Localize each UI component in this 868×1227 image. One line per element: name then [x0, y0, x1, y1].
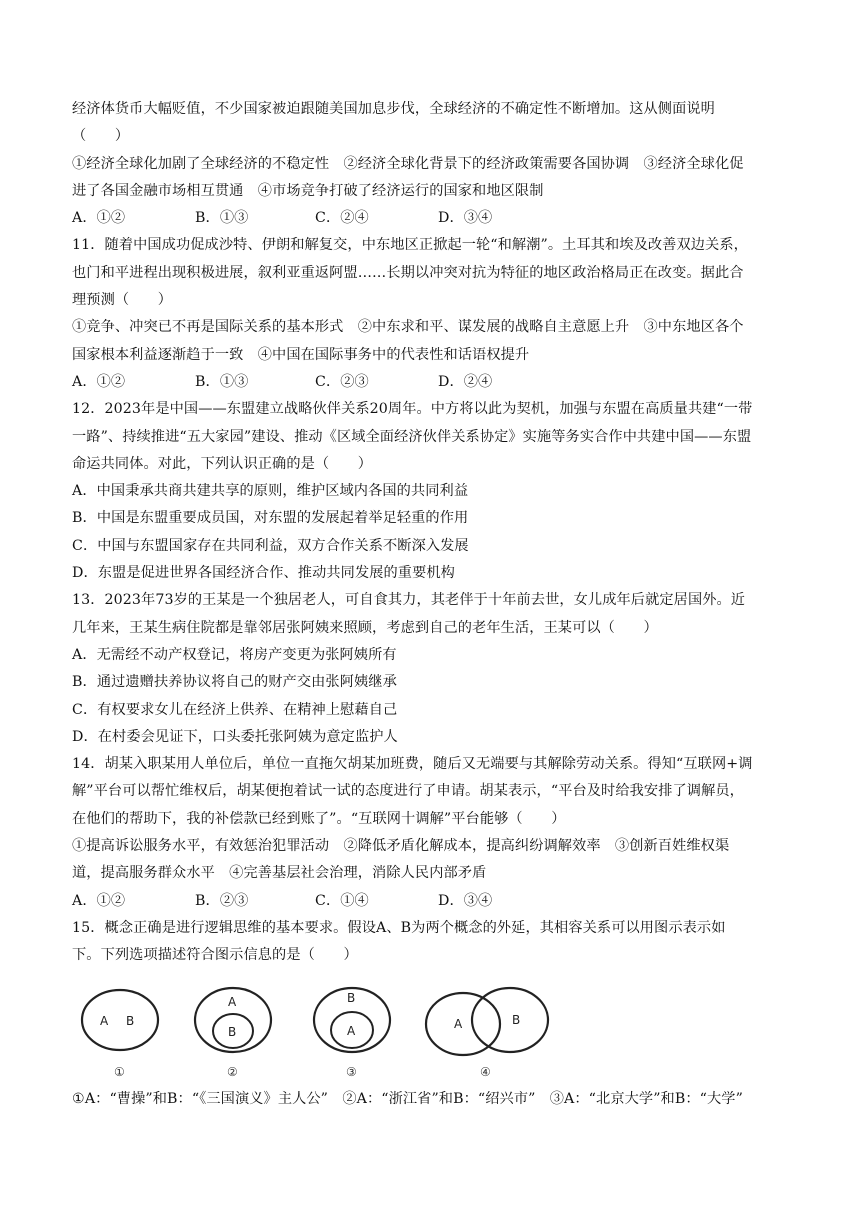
q13-line-2: 几年来，王某生病住院都是靠邻居张阿姨来照顾，考虑到自己的老年生活，王某可以（ ）: [72, 619, 658, 636]
q13-option-b[interactable]: B．通过遗赠扶养协议将自己的财产交由张阿姨继承: [72, 674, 397, 691]
q14-statement-1: ①提高诉讼服务水平，有效惩治犯罪活动 ②降低矛盾化解成本，提高纠纷调解效率 ③创新百姓维权渠: [72, 838, 730, 855]
diagram-2-number: ②: [227, 1064, 238, 1079]
q11-line-3: 理预测（ ）: [72, 292, 173, 309]
q14-line-2: 解”平台可以帮忙维权后，胡某便抱着试一试的态度进行了申请。胡某表示，“平台及时给我安排了调解员，: [72, 783, 744, 800]
diagram-4-label-b: B: [512, 1012, 521, 1027]
diagram-1-number: ①: [114, 1064, 125, 1079]
diagram-3-label-inner: A: [347, 1023, 356, 1038]
q11-option-c[interactable]: C．②③: [315, 373, 369, 390]
venn-diagram-figure: [76, 980, 556, 1084]
diagram-4-number: ④: [480, 1064, 491, 1079]
q15-line-2: 下。下列选项描述符合图示信息的是（ ）: [72, 947, 358, 964]
q12-option-a[interactable]: A．中国秉承共商共建共享的原则，维护区域内各国的共同利益: [72, 483, 469, 500]
diagram-1-identity: [82, 990, 158, 1079]
q12-line-1: 12．2023年是中国——东盟建立战略伙伴关系20周年。中方将以此为契机，加强与东盟在高质量共建“一带: [72, 401, 753, 418]
diagram-1-label-a: A: [100, 1013, 109, 1028]
diagram-3-number: ③: [346, 1064, 357, 1079]
q11-options: [72, 369, 802, 396]
q11-line-2: 也门和平进程出现积极进展，叙利亚重返阿盟……长期以冲突对抗为特征的地区政治格局正在改变。据此合: [72, 264, 744, 281]
q10-option-b[interactable]: B．①③: [195, 210, 249, 227]
q11-line-1: 11．随着中国成功促成沙特、伊朗和解复交，中东地区正掀起一轮“和解潮”。土耳其和埃及改善双边关系，: [72, 237, 748, 254]
q10-option-c[interactable]: C．②④: [315, 210, 369, 227]
q12-option-c[interactable]: C．中国与东盟国家存在共同利益，双方合作关系不断深入发展: [72, 537, 469, 554]
q12-option-b[interactable]: B．中国是东盟重要成员国，对东盟的发展起着举足轻重的作用: [72, 510, 469, 527]
diagram-3-b-contains-a: [314, 988, 390, 1079]
q10-option-d[interactable]: D．③④: [438, 210, 493, 227]
diagram-1-circle: [82, 990, 158, 1050]
diagram-4-intersection: [426, 988, 548, 1079]
q14-line-3: 在他们的帮助下，我的补偿款已经到账了”。“互联网十调解”平台能够（ ）: [72, 810, 566, 827]
q14-options: [72, 888, 802, 915]
q11-option-b[interactable]: B．①③: [195, 373, 249, 390]
diagram-4-circle-b: [472, 988, 548, 1052]
q10-option-a[interactable]: A．①②: [72, 210, 126, 227]
q11-statement-1: ①竞争、冲突已不再是国际关系的基本形式 ②中东求和平、谋发展的战略自主意愿上升 ③中东地区各个: [72, 319, 744, 336]
q13-option-d[interactable]: D．在村委会见证下，口头委托张阿姨为意定监护人: [72, 728, 398, 745]
q14-option-b[interactable]: B．②③: [195, 892, 249, 909]
diagram-2-a-contains-b: [195, 988, 271, 1079]
exam-page: [72, 96, 802, 1113]
q14-option-a[interactable]: A．①②: [72, 892, 126, 909]
diagram-2-label-inner: B: [228, 1024, 237, 1039]
q13-option-a[interactable]: A．无需经不动产权登记，将房产变更为张阿姨所有: [72, 646, 397, 663]
venn-diagrams: [72, 980, 802, 1084]
q12-line-3: 命运共同体。对此，下列认识正确的是（ ）: [72, 455, 373, 472]
q14-option-d[interactable]: D．③④: [438, 892, 493, 909]
q10-statement-1: ①经济全球化加剧了全球经济的不稳定性 ②经济全球化背景下的经济政策需要各国协调 ③经济全球化促: [72, 155, 744, 172]
q12-line-2: 一路”、持续推进“五大家园”建设、推动《区域全面经济伙伴关系协定》实施等务实合作中共建中国——东盟: [72, 428, 752, 445]
q10-statement-2: 进了各国金融市场相互贯通 ④市场竞争打破了经济运行的国家和地区限制: [72, 182, 544, 199]
q12-option-d[interactable]: D．东盟是促进世界各国经济合作、推动共同发展的重要机构: [72, 565, 455, 582]
q13-option-c[interactable]: C．有权要求女儿在经济上供养、在精神上慰藉自己: [72, 701, 398, 718]
q15-statements: ①A：“曹操”和B：“《三国演义》主人公” ②A：“浙江省”和B：“绍兴市” ③A：“北京大学”和B：“大学”: [72, 1090, 743, 1107]
q14-line-1: 14．胡某入职某用人单位后，单位一直拖欠胡某加班费，随后又无端要与其解除劳动关系。得知“互联网+调: [72, 756, 753, 773]
diagram-1-label-b: B: [126, 1013, 135, 1028]
diagram-2-label-outer: A: [228, 994, 237, 1009]
q10-line-1: 经济体货币大幅贬值，不少国家被迫跟随美国加息步伐，全球经济的不确定性不断增加。这从侧面说明: [72, 101, 715, 117]
q10-options: [72, 205, 802, 232]
q15-line-1: 15．概念正确是进行逻辑思维的基本要求。假设A、B为两个概念的外延，其相容关系可以用图示表示如: [72, 919, 726, 936]
q13-line-1: 13．2023年73岁的王某是一个独居老人，可自食其力，其老伴于十年前去世，女儿成年后就定居国外。近: [72, 592, 746, 609]
diagram-4-label-a: A: [454, 1016, 463, 1031]
q11-option-d[interactable]: D．②④: [438, 373, 493, 390]
q14-statement-2: 道，提高服务群众水平 ④完善基层社会治理，消除人民内部矛盾: [72, 865, 487, 882]
q14-option-c[interactable]: C．①④: [315, 892, 369, 909]
q11-option-a[interactable]: A．①②: [72, 373, 126, 390]
q11-statement-2: 国家根本利益逐渐趋于一致 ④中国在国际事务中的代表性和话语权提升: [72, 346, 530, 363]
q10-line-2: （ ）: [72, 128, 130, 145]
diagram-3-label-outer: B: [347, 990, 356, 1005]
